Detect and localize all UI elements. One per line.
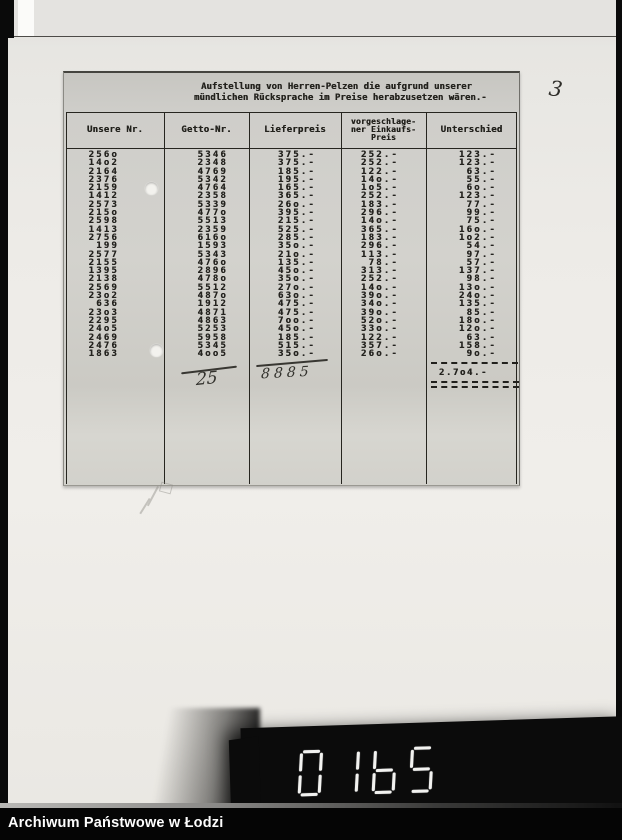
white-strip <box>18 0 34 36</box>
document-title-line1: Aufstellung von Herren-Pelzen die aufgrund unserer <box>201 82 472 92</box>
table-row: 199 1593 35o.- 296.- 54.- <box>96 241 497 252</box>
table-row: 2138 478o 35o.- 252.- 98.- <box>88 274 497 285</box>
counter-digit <box>297 750 326 797</box>
table-row: 23o3 4871 475.- 39o.- 85.- <box>88 307 497 318</box>
faint-pencil-mark <box>122 483 182 523</box>
table-row: 23o2 487o 63o.- 39o.- 24o.- <box>88 291 497 302</box>
table-header-row <box>66 112 517 148</box>
column-header-einkaufspreis <box>341 118 426 142</box>
table-row: 2159 4764 165.- 1o5.- 6o.- <box>88 183 497 194</box>
table-row: 2469 5958 185.- 122.- 63.- <box>88 332 497 343</box>
counter-digit <box>371 747 400 794</box>
table-row: 2155 476o 135.- 78.- 57.- <box>88 257 497 268</box>
handwritten-page-number: 3 <box>547 76 564 102</box>
table-row: 2573 5339 26o.- 183.- 77.- <box>88 199 497 210</box>
film-edge-left <box>0 0 8 808</box>
double-dashed-rule <box>431 386 519 388</box>
column-header-getto-nr: Getto-Nr. <box>181 124 232 135</box>
column-header-lieferpreis: Lieferpreis <box>264 124 326 135</box>
film-edge-right <box>616 0 622 808</box>
table-row: 1395 2896 45o.- 313.- 137.- <box>88 266 497 277</box>
table-row: 24o5 5253 45o.- 33o.- 12o.- <box>88 324 497 335</box>
archive-footer-bar <box>0 808 622 840</box>
column-header-unsere-nr: Unsere Nr. <box>86 124 144 135</box>
document-page <box>63 71 564 486</box>
header-line: vorgeschlage- <box>350 117 417 126</box>
punch-hole-bottom <box>150 344 163 357</box>
header-line: ner Einkaufs- <box>350 125 417 134</box>
table-row: 1863 4oo5 35o.- 26o.- 9o.- <box>88 349 497 360</box>
table-row: 2569 5512 27o.- 14o.- 13o.- <box>88 282 497 293</box>
counter-digit <box>408 746 437 793</box>
table-row: 2376 5342 195.- 14o.- 55.- <box>88 174 497 185</box>
double-dashed-rule <box>431 381 519 383</box>
table-row: 215o 477o 395.- 296.- 99.- <box>88 208 497 219</box>
table-row: 636 1912 475.- 34o.- 135.- <box>96 299 497 310</box>
counter-digit <box>334 748 363 795</box>
table-row: 256o 5346 375.- 252.- 123.- <box>88 150 497 160</box>
dashed-rule-above-total <box>431 362 518 364</box>
handwritten-item-count: 25 <box>195 367 218 391</box>
table-body <box>66 151 517 358</box>
archive-name-label: Archiwum Państwowe w Łodzi <box>8 815 224 831</box>
header-line: Preis <box>370 133 397 142</box>
table-row: 1413 2359 525.- 365.- 16o.- <box>88 224 497 235</box>
top-band <box>8 0 617 36</box>
table-row: 2756 616o 285.- 183.- 1o2.- <box>88 232 497 243</box>
table-row: 2598 5513 215.- 14o.- 75.- <box>88 216 497 227</box>
table-row: 14o2 2348 375.- 252.- 123.- <box>88 158 497 169</box>
punch-hole-top <box>145 182 158 195</box>
handwritten-lieferpreis-total: 8885 <box>260 363 314 383</box>
table-row: 2476 5345 515.- 357.- 158.- <box>88 340 497 351</box>
table-row: 1412 2358 365.- 252.- 123.- <box>88 191 497 202</box>
document-title-line2: mündlichen Rücksprache im Preise herabzusetzen wären.- <box>194 93 487 103</box>
column-header-unterschied: Unterschied <box>440 124 503 135</box>
horizontal-rule <box>8 36 617 37</box>
table-row: 2164 4769 185.- 122.- 63.- <box>88 166 497 177</box>
table-row: 2577 5343 21o.- 113.- 97.- <box>88 249 497 260</box>
table-row: 2295 4863 7oo.- 52o.- 18o.- <box>88 315 497 326</box>
unterschied-total: 2.7o4.- <box>438 368 488 378</box>
